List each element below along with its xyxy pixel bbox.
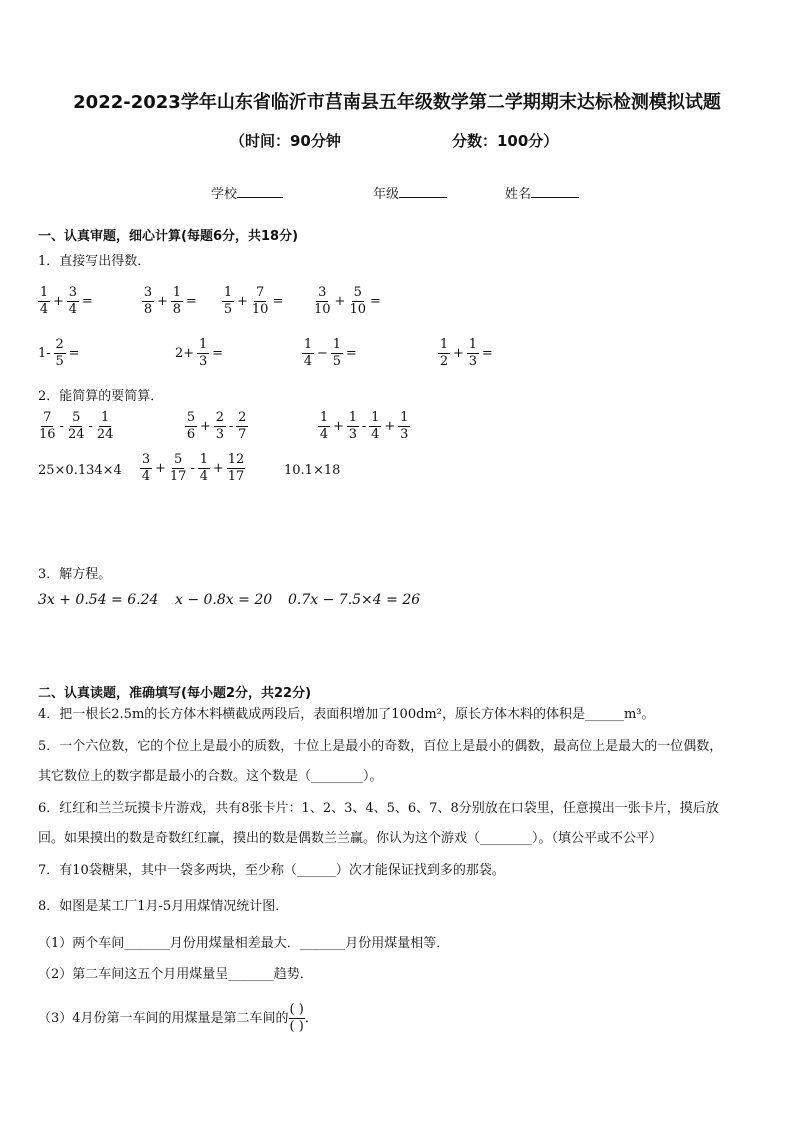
- q2-row2-expr1: 25×0.134×4: [38, 463, 122, 478]
- fraction-numerator: 7: [43, 410, 52, 425]
- fraction-denominator: 17: [169, 469, 187, 484]
- question-1: 1．直接写出得数．: [38, 254, 151, 269]
- q2-row1-expr2: [185, 410, 248, 443]
- question-8-part1: （1）两个车间_______月份用煤量相差最大．_______月份用煤量相等．: [38, 936, 450, 951]
- fraction: [318, 410, 330, 443]
- q8-part3-fraction: $\frac{( )}{( )}$: [289, 1002, 304, 1034]
- fraction: [67, 410, 86, 443]
- question-3: 3．解方程。: [38, 567, 112, 582]
- fraction-numerator: 1: [400, 410, 409, 425]
- fraction-denominator: 10: [314, 302, 331, 317]
- expr-operator: =: [272, 294, 284, 309]
- fraction-numerator: 3: [68, 285, 78, 300]
- q1-row1-expr4: [313, 285, 381, 318]
- fraction: [142, 285, 154, 318]
- fraction: [54, 337, 66, 370]
- question-5-line1: 5．一个六位数，它的个位上是最小的质数，十位上是最小的奇数，百位上是最小的偶数，最高位上是最大的一位偶数，: [38, 739, 723, 754]
- q2-row1-expr1: [38, 410, 114, 443]
- expr-operator: -: [361, 419, 367, 434]
- fraction-denominator: 5: [223, 302, 233, 317]
- fraction-numerator: 12: [227, 452, 245, 467]
- question-8-part3: （3）4月份第一车间的用煤量是第二车间的 $\frac{( )}{( )}$ ．: [38, 1002, 318, 1034]
- fraction: [313, 285, 332, 318]
- fraction-denominator: 6: [186, 427, 196, 442]
- fraction-numerator: 1: [101, 410, 110, 425]
- fraction-denominator: 7: [238, 427, 247, 442]
- fraction: [38, 285, 50, 318]
- fraction: [467, 337, 479, 370]
- fraction-numerator: 1: [223, 285, 233, 300]
- school-field: 学校: [211, 183, 283, 202]
- question-7: 7．有10袋糖果，其中一袋多两块，至少称（______）次才能保证找到多的那袋。: [38, 863, 505, 878]
- expr-operator: +: [237, 294, 248, 309]
- fraction-denominator: 4: [319, 427, 329, 442]
- exam-title: 2022-2023学年山东省临沂市莒南县五年级数学第二学期期末达标检测模拟试题: [73, 92, 721, 113]
- fraction: [222, 285, 234, 318]
- fraction-numerator: 1: [332, 337, 342, 352]
- expr-operator: 2+: [175, 346, 195, 361]
- fraction: [369, 410, 381, 443]
- fraction: [348, 285, 367, 318]
- fraction-numerator: 5: [174, 452, 183, 467]
- fraction-denominator: 8: [143, 302, 153, 317]
- fraction-denominator: 4: [371, 427, 380, 442]
- fraction: [171, 285, 183, 318]
- fraction-denominator: 10: [251, 302, 269, 317]
- fraction-denominator: 4: [199, 469, 208, 484]
- expr-operator: =: [212, 346, 224, 361]
- q1-row1-expr1: [38, 285, 93, 318]
- fraction-denominator: 24: [67, 427, 85, 442]
- question-5-line2: 其它数位上的数字都是最小的合数。这个数是（________）。: [38, 769, 383, 784]
- fraction: [67, 285, 79, 318]
- fraction-numerator: 5: [353, 285, 362, 300]
- expr-operator: +: [200, 419, 211, 434]
- expr-operator: =: [345, 346, 357, 361]
- expr-operator: =: [68, 346, 80, 361]
- fraction-numerator: 1: [439, 337, 449, 352]
- expr-operator: =: [81, 294, 93, 309]
- fraction-numerator: 1: [303, 337, 313, 352]
- exam-time: （时间：90分钟: [230, 132, 341, 150]
- fraction-numerator: 1: [39, 285, 49, 300]
- question-8: 8．如图是某工厂1月-5月用煤情况统计图．: [38, 899, 289, 914]
- fraction-denominator: 3: [348, 427, 358, 442]
- fraction: [140, 452, 152, 485]
- fraction-denominator: 16: [39, 427, 56, 442]
- fraction: [38, 410, 57, 443]
- expr-operator: =: [481, 346, 493, 361]
- expr-operator: =: [370, 294, 381, 309]
- expr-operator: +: [155, 461, 166, 476]
- expr-operator: +: [453, 346, 464, 361]
- fraction-numerator: 3: [141, 452, 151, 467]
- section-1-heading: 一、认真审题，细心计算(每题6分，共18分): [38, 229, 299, 244]
- fraction-numerator: 3: [318, 285, 327, 300]
- fraction-denominator: 5: [332, 354, 342, 369]
- fraction: [198, 452, 210, 485]
- expr-operator: +: [334, 294, 346, 309]
- fraction: [236, 410, 248, 443]
- fraction: [185, 410, 197, 443]
- expr-operator: +: [333, 419, 344, 434]
- expr-operator: -: [59, 419, 64, 434]
- question-8-part2: （2）第二车间这五个月用煤量呈_______趋势．: [38, 967, 313, 982]
- section-2-heading: 二、认真读题，准确填写(每小题2分，共22分): [38, 686, 312, 701]
- q3-equation-3: 0.7x − 7.5×4 = 26: [288, 592, 421, 608]
- question-2: 2．能简算的要简算．: [38, 389, 164, 404]
- q3-equation-2: x − 0.8x = 20: [175, 592, 273, 608]
- q2-row2-expr3: 10.1×18: [284, 463, 341, 478]
- fraction-numerator: 5: [186, 410, 196, 425]
- fraction: [227, 452, 246, 485]
- fraction-denominator: 4: [68, 302, 78, 317]
- expr-operator: -: [190, 461, 195, 476]
- fraction-denominator: 24: [96, 427, 114, 442]
- expr-operator: -: [88, 419, 93, 434]
- fraction-numerator: 1: [468, 337, 478, 352]
- fraction: [438, 337, 450, 370]
- fraction-denominator: 2: [439, 354, 449, 369]
- question-6-line1: 6．红红和兰兰玩摸卡片游戏，共有8张卡片：1、2、3、4、5、6、7、8分别放在口袋里，任意摸出一张卡片，摸后放: [38, 801, 719, 816]
- grade-field: 年级: [373, 183, 447, 202]
- fraction: [96, 410, 115, 443]
- fraction: [331, 337, 343, 370]
- name-field: 姓名: [505, 183, 579, 202]
- fraction-denominator: 5: [55, 354, 64, 369]
- fraction-denominator: 3: [199, 354, 208, 369]
- fraction-numerator: 2: [215, 410, 225, 425]
- q1-row1-expr2: [142, 285, 197, 318]
- fraction-numerator: 1: [319, 410, 329, 425]
- fraction-denominator: 17: [227, 469, 245, 484]
- q1-row2-expr4: [438, 337, 493, 370]
- fraction-numerator: 1: [199, 452, 208, 467]
- expr-operator: 1-: [38, 346, 51, 361]
- fraction-numerator: 1: [371, 410, 380, 425]
- fraction-numerator: 1: [199, 337, 208, 352]
- question-4: 4．把一根长2.5m的长方体木料横截成两段后，表面积增加了100dm²，原长方体木料的体积是______m³。: [38, 707, 655, 722]
- q1-row2-expr2: [175, 337, 223, 370]
- expr-operator: +: [212, 461, 224, 476]
- exam-score: 分数：100分）: [452, 132, 559, 150]
- fraction: [302, 337, 314, 370]
- fraction-numerator: 3: [143, 285, 153, 300]
- q3-equation-1: 3x + 0.54 = 6.24: [38, 592, 159, 608]
- expr-operator: −: [317, 346, 328, 361]
- fraction-numerator: 1: [348, 410, 358, 425]
- q1-row1-expr3: [222, 285, 283, 318]
- q2-row1-expr3: [318, 410, 410, 443]
- fraction-numerator: 2: [55, 337, 64, 352]
- q2-row2-expr2: [140, 452, 245, 485]
- fraction-denominator: 3: [215, 427, 225, 442]
- q1-row2-expr1: [38, 337, 80, 370]
- fraction: [347, 410, 359, 443]
- fraction: [251, 285, 270, 318]
- fraction-numerator: 5: [72, 410, 81, 425]
- expr-operator: +: [384, 419, 396, 434]
- q1-row2-expr3: [302, 337, 357, 370]
- fraction-denominator: 4: [303, 354, 313, 369]
- fraction-denominator: 8: [172, 302, 182, 317]
- fraction-numerator: 1: [172, 285, 182, 300]
- expr-operator: =: [185, 294, 197, 309]
- fraction-numerator: 7: [256, 285, 265, 300]
- fraction-denominator: 10: [349, 302, 366, 317]
- fraction-denominator: 3: [468, 354, 478, 369]
- fraction: [214, 410, 226, 443]
- fraction: [398, 410, 410, 443]
- fraction: [197, 337, 209, 370]
- expr-operator: +: [53, 294, 64, 309]
- fraction-denominator: 4: [39, 302, 49, 317]
- expr-operator: +: [157, 294, 168, 309]
- fraction: [169, 452, 188, 485]
- fraction-denominator: 4: [141, 469, 151, 484]
- fraction-numerator: 2: [238, 410, 247, 425]
- expr-operator: -: [228, 419, 234, 434]
- question-6-line2: 回。如果摸出的数是奇数红红赢，摸出的数是偶数兰兰赢。你认为这个游戏（________）。（填公平或不公平）: [38, 831, 663, 846]
- fraction-denominator: 3: [400, 427, 409, 442]
